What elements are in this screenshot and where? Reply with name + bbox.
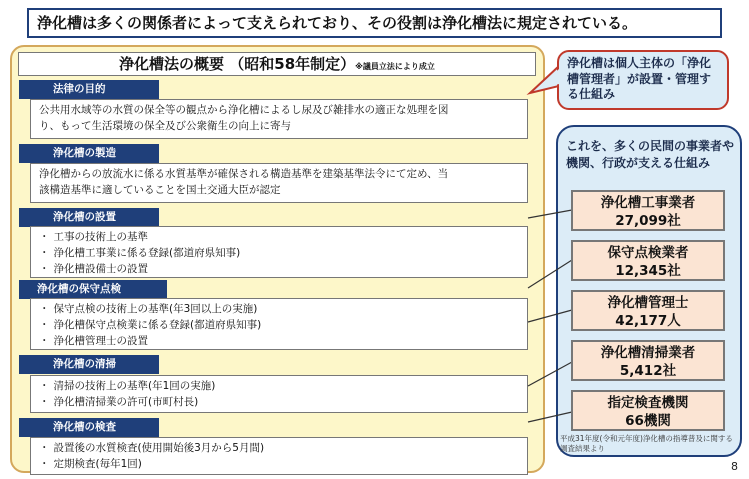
panel-title	[18, 52, 536, 76]
count-label: 指定検査機関	[607, 395, 689, 411]
count-value: 66機関	[625, 413, 671, 429]
section-body-cleaning	[30, 375, 528, 413]
page-number: 8	[731, 460, 738, 473]
count-label: 浄化槽清掃業者	[600, 345, 696, 361]
bubble1-tail-cover	[528, 60, 568, 110]
section-body-inspection	[30, 437, 528, 475]
section-line: 浄化槽からの放流水に係る水質基準が確保される構造基準を建築基準法令にて定め、当	[39, 168, 449, 180]
manager-bubble: 浄化槽は個人主体の「浄化槽管理者」が設置・管理する仕組み	[557, 50, 729, 110]
count-value: 27,099社	[615, 213, 681, 229]
count-label: 浄化槽管理士	[607, 295, 689, 311]
list-item: ・ 定期検査(毎年1回)	[39, 456, 519, 472]
section-body-manufacture	[30, 163, 528, 203]
list-item: ・ 浄化槽保守点検業に係る登録(都道府県知事)	[39, 317, 519, 333]
section-heading-purpose: 法律の目的	[19, 80, 159, 99]
section-line: 公共用水域等の水質の保全等の観点から浄化槽によるし尿及び雑排水の適正な処理を図	[39, 104, 449, 116]
section-body-purpose	[30, 99, 528, 139]
panel-title-note: ※議員立法により成立	[355, 62, 435, 71]
section-heading-maintenance: 浄化槽の保守点検	[19, 280, 167, 299]
section-body-maintenance	[30, 298, 528, 350]
section-heading-manufacture: 浄化槽の製造	[19, 144, 159, 163]
section-heading-inspection: 浄化槽の検査	[19, 418, 159, 437]
count-construction-firms	[571, 190, 725, 231]
count-label: 浄化槽工事業者	[600, 195, 696, 211]
section-line: 該構造基準に適していることを国土交通大臣が認定	[39, 184, 281, 196]
panel-title-text: 浄化槽法の概要 （昭和58年制定）	[119, 55, 356, 73]
count-value: 12,345社	[615, 263, 681, 279]
count-inspection-bodies	[571, 390, 725, 431]
list-item: ・ 保守点検の技術上の基準(年3回以上の実施)	[39, 301, 519, 317]
section-heading-installation: 浄化槽の設置	[19, 208, 159, 227]
list-item: ・ 浄化槽設備士の設置	[39, 261, 519, 277]
list-item: ・ 浄化槽工事業に係る登録(都道府県知事)	[39, 245, 519, 261]
list-item: ・ 浄化槽清掃業の許可(市町村長)	[39, 394, 519, 410]
count-value: 42,177人	[615, 313, 681, 329]
count-value: 5,412社	[619, 363, 677, 379]
count-cleaning-firms	[571, 340, 725, 381]
supporters-text: これを、多くの民間の事業者や機関、行政が支える仕組み	[566, 139, 735, 170]
list-item: ・ 工事の技術上の基準	[39, 229, 519, 245]
section-body-installation	[30, 226, 528, 278]
count-label: 保守点検業者	[607, 245, 689, 261]
section-heading-cleaning: 浄化槽の清掃	[19, 355, 159, 374]
source-note: 平成31年度(令和元年度)浄化槽の指導普及に関する調査結果より	[560, 434, 733, 453]
list-item: ・ 浄化槽管理士の設置	[39, 333, 519, 349]
count-maintenance-firms	[571, 240, 725, 281]
list-item: ・ 設置後の水質検査(使用開始後3月から5月間)	[39, 440, 519, 456]
count-managers	[571, 290, 725, 331]
list-item: ・ 清掃の技術上の基準(年1回の実施)	[39, 378, 519, 394]
section-line: り、もって生活環境の保全及び公衆衛生の向上に寄与	[39, 120, 291, 132]
header-banner: 浄化槽は多くの関係者によって支えられており、その役割は浄化槽法に規定されている。	[27, 8, 722, 38]
